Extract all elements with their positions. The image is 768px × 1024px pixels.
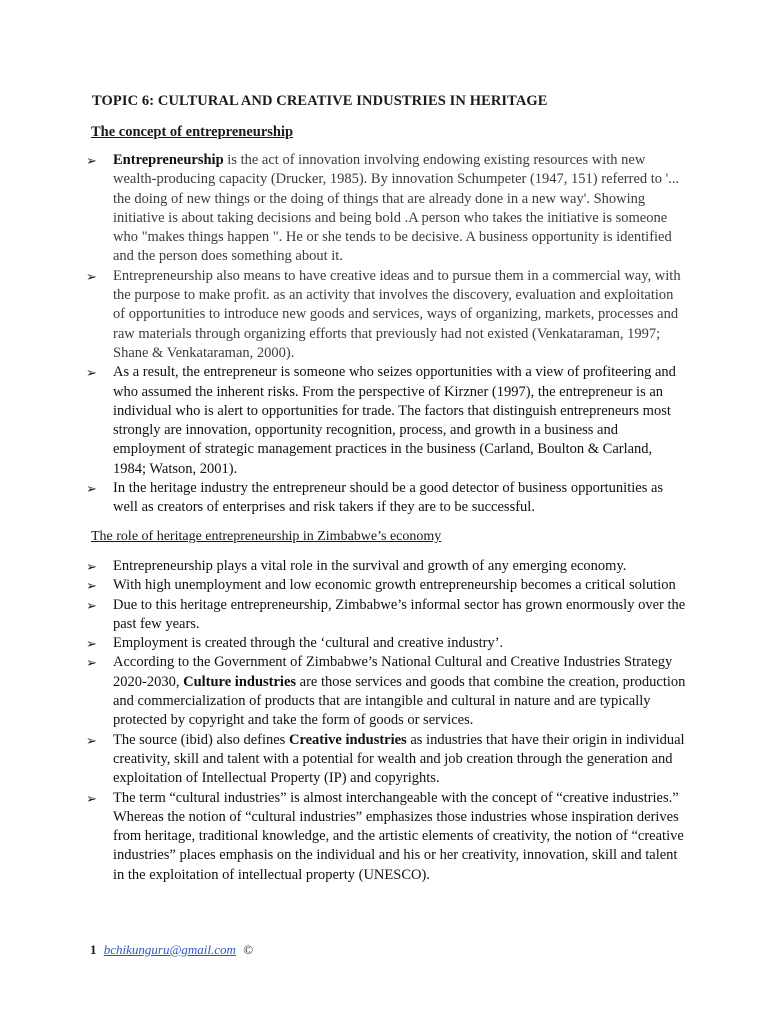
list-item: ➢ In the heritage industry the entrepreneur should be a good detector of business opportunities as well as creators of enterprises and risk takers if they are to be successful. — [86, 480, 664, 516]
list-item: ➢ The term “cultural industries” is almost interchangeable with the concept of “creative industries.” Whereas the notion of “cultural industries” emphasizes those industries whose inspiration derives from heritage, traditional knowledge, and the artistic elements of creativity, the notion of “creative industries” places emphasis on the individual and his or her creativity, innovation, skill and talent in the exploitation of intellectual property (UNESCO). — [86, 789, 684, 883]
arrowhead-bullet-icon: ➢ — [86, 578, 97, 594]
page-number: 1 — [90, 942, 97, 957]
arrowhead-bullet-icon: ➢ — [86, 268, 97, 284]
arrowhead-bullet-icon: ➢ — [86, 481, 97, 497]
copyright-symbol: © — [243, 942, 254, 957]
list-item: ➢ The source (ibid) also defines Creative industries as industries that have their origin in individual creativity, skill and talent with a potential for wealth and job creation through the generation and exploitation of Intellectual Property (IP) and copyrights. — [86, 731, 685, 787]
list-item: ➢ Entrepreneurship is the act of innovation involving endowing existing resources with new wealth-producing capacity (Drucker, 1985). By innovation Schumpeter (1947, 151) referred to '... the doing of new things or the doing of things that are already done in a new way'. Showing initiative is about taking decisions and being bold .A person who takes the initiative is someone who "makes things happen ". He or she tends to be decisive. A business opportunity is identified and the person does something about it. — [86, 152, 680, 265]
list-item: ➢ Entrepreneurship also means to have creative ideas and to pursue them in a commercial way, with the purpose to make profit. as an activity that involves the discovery, evaluation and exploitation of opportunities to introduce new goods and services, ways of organizing, markets, processes and raw materials through organizing efforts that previously had not existed (Venkataraman, 1997; Shane & Venkataraman, 2000). — [86, 267, 681, 361]
bullet-list-role — [86, 557, 686, 885]
arrowhead-bullet-icon: ➢ — [86, 153, 97, 168]
arrowhead-bullet-icon: ➢ — [86, 732, 97, 748]
list-item: ➢ Due to this heritage entrepreneurship, Zimbabwe’s informal sector has grown enormously over the past few years. — [86, 596, 686, 632]
list-item: ➢ Entrepreneurship plays a vital role in the survival and growth of any emerging economy. — [86, 557, 686, 576]
list-item: ➢ According to the Government of Zimbabwe’s National Cultural and Creative Industries Strategy 2020-2030, Culture industries are those services and goods that combine the creation, production and commercialization of products that are intangible and cultural in nature and are typically protected by copyright and take the form of goods or services. — [86, 654, 686, 729]
arrowhead-bullet-icon: ➢ — [86, 559, 97, 574]
arrowhead-bullet-icon: ➢ — [86, 790, 97, 806]
document-title: TOPIC 6: CULTURAL AND CREATIVE INDUSTRIES IN HERITAGE — [92, 93, 548, 109]
list-item: ➢ With high unemployment and low economic growth entrepreneurship becomes a critical solution — [86, 576, 686, 595]
arrowhead-bullet-icon: ➢ — [86, 655, 97, 671]
arrowhead-bullet-icon: ➢ — [86, 365, 97, 381]
arrowhead-bullet-icon: ➢ — [86, 636, 97, 652]
section-heading-entrepreneurship: The concept of entrepreneurship — [91, 124, 294, 140]
page-footer — [90, 942, 253, 958]
section-heading-role: The role of heritage entrepreneurship in Zimbabwe’s economy — [91, 529, 442, 544]
list-item: ➢ Employment is created through the ‘cultural and creative industry’. — [86, 634, 686, 653]
bullet-list-concept — [86, 151, 686, 518]
arrowhead-bullet-icon: ➢ — [86, 597, 97, 613]
list-item: ➢ As a result, the entrepreneur is someone who seizes opportunities with a view of profiteering and who assumed the inherent risks. From the perspective of Kirzner (1997), the entrepreneur is an individual who is alert to opportunities for trade. The factors that distinguish entrepreneurs most strongly are innovation, opportunity recognition, process, and growth in a business and employment of strategic management practices in the business (Carland, Boulton & Carland, 1984; Watson, 2001). — [86, 364, 676, 477]
author-email-link[interactable]: bchikunguru@gmail.com — [103, 942, 236, 957]
